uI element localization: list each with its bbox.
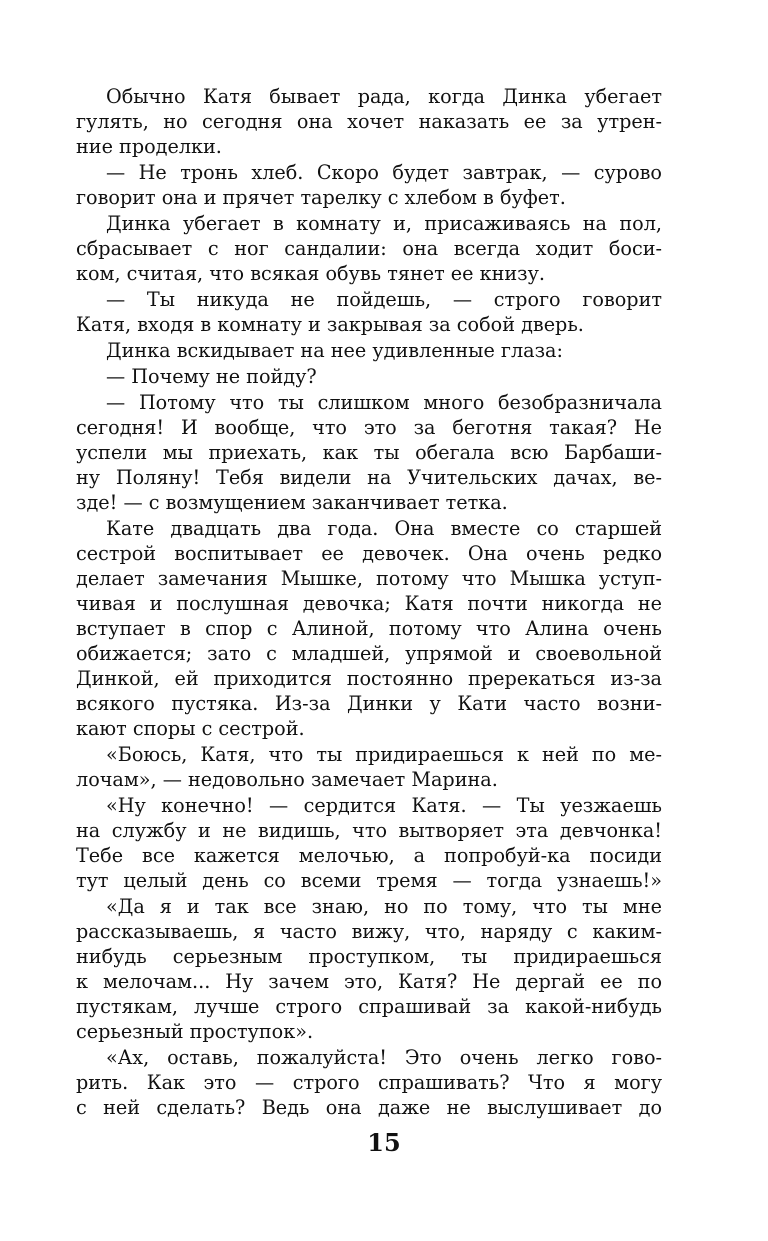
text-line: «Ах, оставь, пожалуйста! Это очень легко гово- <box>106 1046 662 1069</box>
text-line: ние проделки. <box>76 135 222 158</box>
text-line: — Ты никуда не пойдешь, — строго говорит <box>106 288 662 311</box>
text-line: успели мы приехать, как ты обегала всю Барбаши- <box>76 441 662 464</box>
page-number: 15 <box>367 1128 401 1157</box>
text-line: «Боюсь, Катя, что ты придираешься к ней по ме- <box>106 743 662 766</box>
text-line: к мелочам... Ну зачем это, Катя? Не дергай ее по <box>76 970 662 993</box>
text-line: рить. Как это — строго спрашивать? Что я могу <box>76 1071 662 1094</box>
text-line: Динка вскидывает на нее удивленные глаза: <box>106 339 563 362</box>
text-line: — Почему не пойду? <box>106 365 317 388</box>
text-line: Катя, входя в комнату и закрывая за собой дверь. <box>76 313 584 336</box>
text-line: ну Поляну! Тебя видели на Учительских дачах, ве- <box>76 466 662 489</box>
text-line: тут целый день со всеми тремя — тогда узнаешь!» <box>76 869 662 892</box>
text-line: всякого пустяка. Из-за Динки у Кати часто возни- <box>76 692 662 715</box>
text-line: ком, считая, что всякая обувь тянет ее книзу. <box>76 262 546 285</box>
book-page-text <box>76 84 662 1120</box>
text-line: зде! — с возмущением заканчивает тетка. <box>76 491 508 514</box>
text-line: рассказываешь, я часто вижу, что, наряду с каким- <box>76 920 662 943</box>
text-line: — Не тронь хлеб. Скоро будет завтрак, — сурово <box>106 161 662 184</box>
text-line: чивая и послушная девочка; Катя почти никогда не <box>76 592 662 615</box>
text-line: делает замечания Мышке, потому что Мышка уступ- <box>76 567 662 590</box>
text-line: серьезный проступок». <box>76 1020 314 1043</box>
text-line: лочам», — недовольно замечает Марина. <box>76 768 498 791</box>
text-line: «Да я и так все знаю, но по тому, что ты мне <box>106 895 662 918</box>
text-line: гулять, но сегодня она хочет наказать ее за утрен- <box>76 110 662 133</box>
text-line: — Потому что ты слишком много безобразничала <box>106 391 662 414</box>
text-line: на службу и не видишь, что вытворяет эта девчонка! <box>76 819 662 842</box>
text-line: нибудь серьезным проступком, ты придираешься <box>76 945 662 968</box>
text-line: обижается; зато с младшей, упрямой и своевольной <box>76 642 662 665</box>
text-line: вступает в спор с Алиной, потому что Алина очень <box>76 617 662 640</box>
text-line: сбрасывает с ног сандалии: она всегда ходит боси- <box>76 237 662 260</box>
text-line: пустякам, лучше строго спрашивай за какой-нибудь <box>76 995 662 1018</box>
text-line: Обычно Катя бывает рада, когда Динка убегает <box>106 85 662 108</box>
text-line: «Ну конечно! — сердится Катя. — Ты уезжаешь <box>106 794 662 817</box>
text-line: Тебе все кажется мелочью, а попробуй-ка посиди <box>76 844 662 867</box>
text-line: сегодня! И вообще, что это за беготня такая? Не <box>76 416 662 439</box>
text-line: Кате двадцать два года. Она вместе со старшей <box>106 517 662 540</box>
text-line: Динкой, ей приходится постоянно пререкаться из-за <box>76 667 662 690</box>
text-line: Динка убегает в комнату и, присаживаясь на пол, <box>106 212 662 235</box>
text-line: кают споры с сестрой. <box>76 717 305 740</box>
text-line: сестрой воспитывает ее девочек. Она очень редко <box>76 542 662 565</box>
text-line: говорит она и прячет тарелку с хлебом в буфет. <box>76 186 566 209</box>
text-line: с ней сделать? Ведь она даже не выслушивает до <box>76 1096 662 1119</box>
